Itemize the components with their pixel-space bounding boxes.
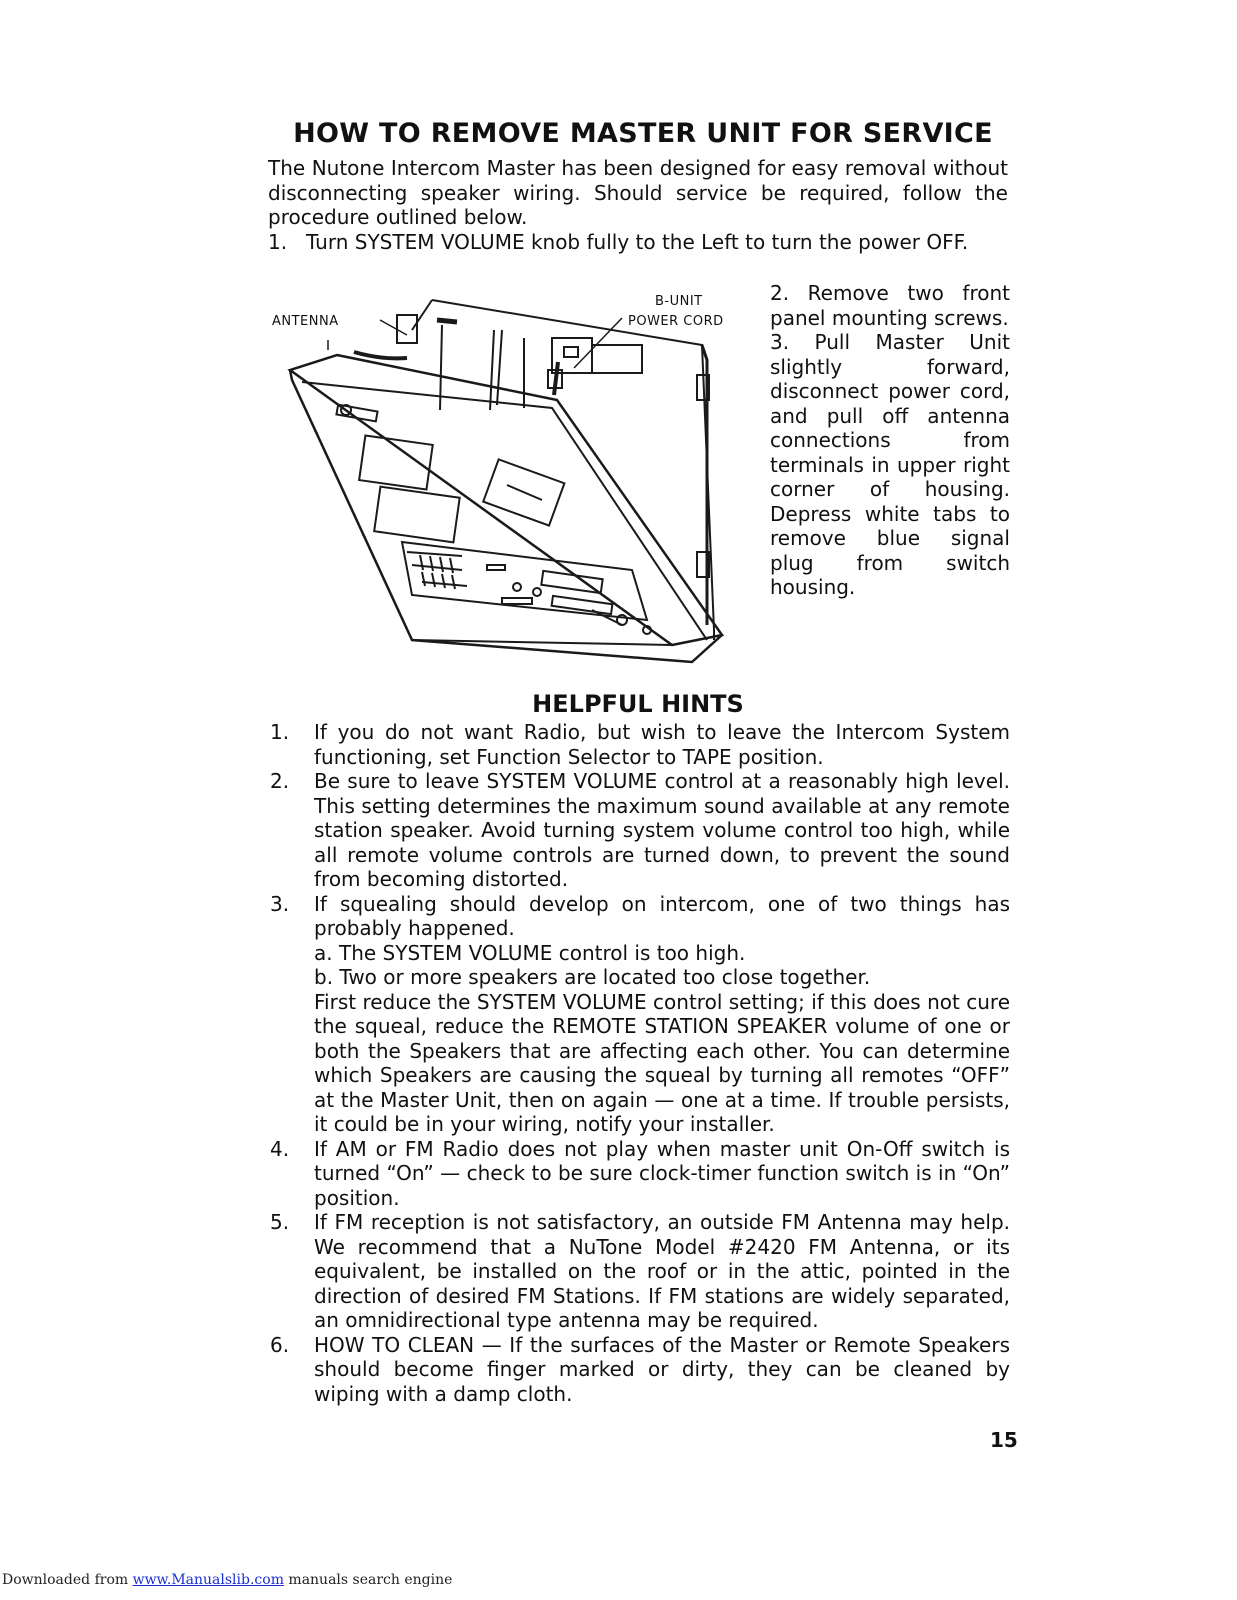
hint-number: 6. bbox=[270, 1332, 290, 1357]
hint-text: HOW TO CLEAN — If the surfaces of the Master or Remote Speakers should become finger marked or dirty, they can be cleaned by wiping with a damp cloth. bbox=[314, 1332, 1010, 1406]
hint-item-4 bbox=[268, 1137, 1010, 1211]
hint-item-6 bbox=[268, 1333, 1010, 1407]
bunit-label-line2: POWER CORD bbox=[628, 314, 724, 329]
hint-sub-a: a. The SYSTEM VOLUME control is too high. bbox=[314, 940, 746, 965]
hint-body bbox=[314, 892, 1010, 1137]
antenna-label: ANTENNA bbox=[272, 314, 339, 329]
step-1-number: 1. bbox=[268, 230, 288, 254]
hint-text: If you do not want Radio, but wish to leave the Intercom System functioning, set Function Selector to TAPE position. bbox=[314, 720, 1010, 769]
hint-item-2 bbox=[268, 769, 1010, 892]
step-1 bbox=[268, 230, 1008, 255]
hint-number: 4. bbox=[270, 1136, 290, 1161]
hint-item-3 bbox=[268, 892, 1010, 1137]
footer-suffix: manuals search engine bbox=[283, 1572, 453, 1588]
bunit-label-line1: B-UNIT bbox=[655, 294, 703, 309]
hint-number: 5. bbox=[270, 1210, 290, 1234]
hint-sub-b: b. Two or more speakers are located too close together. bbox=[314, 965, 871, 989]
master-unit-illustration bbox=[262, 290, 752, 685]
hint-text: If squealing should develop on intercom, one of two things has probably happened. bbox=[314, 891, 1010, 940]
download-footer bbox=[2, 1572, 452, 1588]
intro-paragraph: The Nutone Intercom Master has been designed for easy removal without disconnecting speaker wiring. Should service be required, follow the procedure outlined below. bbox=[268, 156, 1008, 229]
hint-followup: First reduce the SYSTEM VOLUME control setting; if this does not cure the squeal, reduce the REMOTE STATION SPEAKER volume of one or both the Speakers that are affecting each other. You can determine which Speakers are causing the squeal by turning all remotes “OFF” at the Master Unit, then on again — one at a time. If trouble persists, it could be in your wiring, notify your installer. bbox=[314, 989, 1010, 1136]
steps-2-3-column bbox=[770, 281, 1010, 600]
hint-text: If FM reception is not satisfactory, an outside FM Antenna may help. We recommend that a NuTone Model #2420 FM Antenna, or its equivalent, be installed on the roof or in the attic, pointed in the direction of desired FM Stations. If FM stations are widely separated, an omnidirectional type antenna may be required. bbox=[314, 1210, 1010, 1332]
section-title-helpful-hints: HELPFUL HINTS bbox=[532, 690, 744, 718]
hint-number: 3. bbox=[270, 891, 290, 916]
manualslib-link[interactable]: www.Manualslib.com bbox=[132, 1572, 284, 1588]
hint-number: 2. bbox=[270, 769, 290, 793]
footer-prefix: Downloaded from bbox=[2, 1572, 133, 1588]
step-3-text: 3. Pull Master Unit slightly forward, disconnect power cord, and pull off antenna connections from terminals in upper right corner of housing. Depress white tabs to remove blue signal plug from switch housing. bbox=[770, 330, 1010, 599]
hint-item-5 bbox=[268, 1210, 1010, 1333]
hints-list bbox=[268, 720, 1010, 1406]
master-unit-drawing bbox=[262, 290, 752, 685]
hint-text: Be sure to leave SYSTEM VOLUME control at a reasonably high level. This setting determines the maximum sound available at any remote station speaker. Avoid turning system volume control too high, while all remote volume controls are turned down, to prevent the sound from becoming distorted. bbox=[314, 769, 1010, 891]
step-2-text: 2. Remove two front panel mounting screws. bbox=[770, 281, 1010, 330]
hint-text: If AM or FM Radio does not play when master unit On-Off switch is turned “On” — check to be sure clock-timer function switch is in “On” position. bbox=[314, 1136, 1010, 1210]
section-title-remove-master: HOW TO REMOVE MASTER UNIT FOR SERVICE bbox=[293, 118, 993, 149]
hint-item-1 bbox=[268, 720, 1010, 769]
hint-number: 1. bbox=[270, 720, 290, 744]
step-1-text: Turn SYSTEM VOLUME knob fully to the Left to turn the power OFF. bbox=[306, 230, 969, 254]
page-number: 15 bbox=[990, 1428, 1018, 1452]
